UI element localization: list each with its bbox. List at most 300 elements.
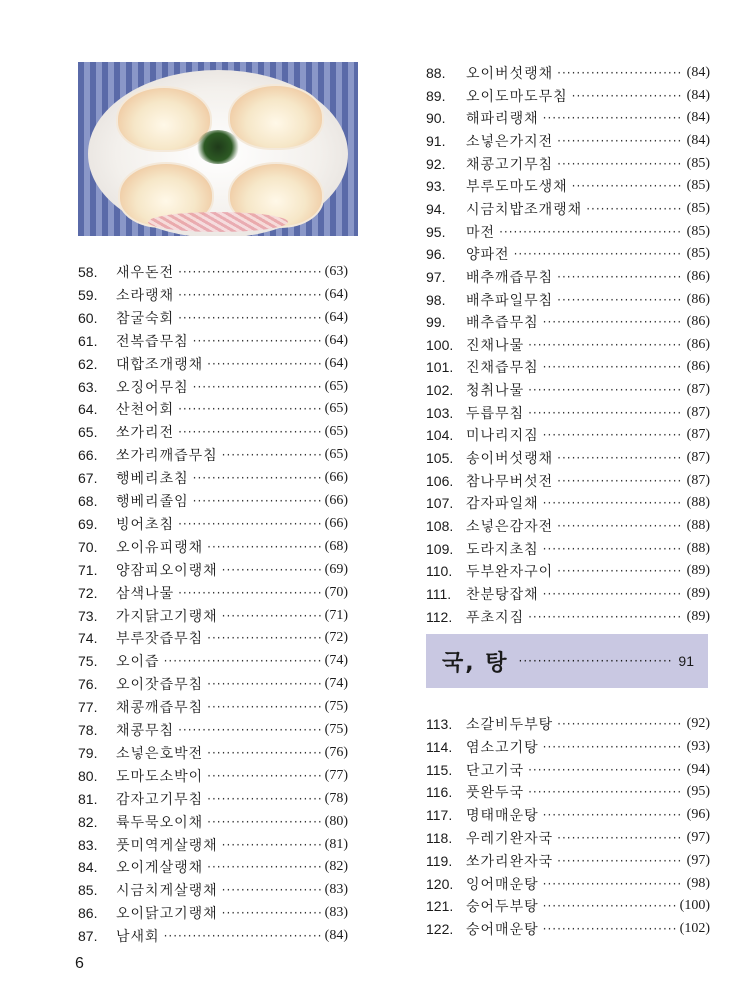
toc-entry [426, 781, 710, 803]
entry-page: (65) [324, 401, 348, 417]
toc-entry [426, 918, 710, 940]
entry-page: (81) [324, 836, 348, 852]
entry-title: 산천어회 [116, 402, 175, 419]
entry-number: 74. [78, 630, 98, 647]
leader-dots [557, 564, 683, 578]
entry-number: 80. [78, 767, 98, 784]
entry-number: 82. [78, 813, 98, 830]
entry-title: 풋미역게살랭채 [116, 837, 218, 854]
leader-dots [207, 792, 321, 806]
entry-number: 76. [78, 676, 98, 693]
toc-entry [78, 834, 348, 856]
entry-page: (76) [324, 744, 348, 760]
entry-title: 배추파일무침 [466, 292, 554, 309]
toc-entry [426, 804, 710, 826]
leader-dots [207, 631, 321, 645]
leader-dots [528, 338, 683, 352]
entry-title: 감자파일채 [466, 496, 539, 513]
entry-page: (85) [686, 178, 710, 194]
entry-page: (85) [686, 200, 710, 216]
leader-dots [557, 717, 683, 731]
toc-entry [426, 560, 710, 582]
entry-number: 117. [426, 807, 453, 824]
entry-title: 미나리지짐 [466, 428, 539, 445]
entry-title: 오이유피랭채 [116, 539, 204, 556]
entry-number: 113. [426, 716, 453, 732]
toc-entry [78, 673, 348, 695]
entry-title: 도라지초침 [466, 541, 539, 558]
entry-number: 107. [426, 495, 454, 512]
toc-entry [426, 379, 710, 401]
entry-page: (98) [686, 875, 710, 891]
entry-page: (68) [324, 538, 348, 554]
entry-number: 78. [78, 722, 98, 738]
entry-number: 92. [426, 155, 446, 172]
entry-number: 119. [426, 852, 453, 869]
toc-entry [78, 811, 348, 833]
entry-title: 찬분탕잡채 [466, 586, 539, 603]
leader-dots [519, 654, 673, 668]
leader-dots [178, 723, 321, 737]
leader-dots [193, 380, 321, 394]
toc-entry [426, 198, 710, 220]
leader-dots [207, 540, 321, 554]
food-photo [78, 62, 358, 236]
entry-number: 121. [426, 898, 454, 915]
entry-title: 숭어매운탕 [466, 922, 539, 939]
leader-dots [222, 906, 321, 920]
leader-dots [557, 451, 683, 465]
entry-number: 102. [426, 382, 454, 399]
entry-number: 65. [78, 424, 98, 441]
entry-title: 배추깨즙무침 [466, 269, 554, 286]
entry-page: (102) [679, 921, 710, 937]
toc-entry [78, 467, 348, 489]
entry-number: 77. [78, 699, 98, 716]
toc-entry [426, 515, 710, 537]
leader-dots [543, 360, 683, 374]
toc-entry [426, 873, 710, 895]
entry-page: (86) [686, 336, 710, 352]
leader-dots [193, 494, 321, 508]
leader-dots [164, 929, 321, 943]
entry-number: 72. [78, 584, 98, 601]
leader-dots [193, 334, 321, 348]
leader-dots [557, 270, 683, 284]
entry-page: (97) [686, 830, 710, 845]
leader-dots [178, 425, 321, 439]
entry-number: 110. [426, 563, 453, 580]
leader-dots [222, 883, 321, 897]
entry-page: (85) [686, 223, 710, 239]
entry-number: 105. [426, 450, 454, 467]
entry-page: (87) [686, 382, 710, 398]
entry-number: 94. [426, 200, 446, 217]
toc-entry [78, 650, 348, 672]
entry-title: 륙두묵오이채 [116, 814, 204, 831]
entry-title: 가지닭고기랭채 [116, 608, 218, 625]
entry-number: 114. [426, 738, 453, 755]
toc-entry [426, 583, 710, 605]
leader-dots [207, 677, 321, 691]
entry-page: (84) [324, 928, 348, 944]
entry-title: 새우돈전 [116, 265, 175, 281]
leader-dots [543, 899, 676, 913]
leader-dots [222, 838, 321, 852]
toc-entry [78, 330, 348, 352]
leader-dots [178, 265, 321, 279]
entry-page: (87) [686, 472, 710, 488]
leader-dots [528, 763, 683, 777]
entry-number: 101. [426, 359, 454, 376]
toc-entry [78, 582, 348, 604]
entry-page: (82) [324, 859, 348, 875]
entry-title: 단고기국 [466, 762, 525, 779]
leader-dots [499, 225, 683, 239]
leader-dots [557, 519, 683, 533]
entry-page: (86) [686, 314, 710, 330]
leader-dots [543, 496, 683, 510]
entry-number: 64. [78, 401, 98, 418]
entry-number: 122. [426, 921, 454, 938]
entry-page: (69) [324, 561, 348, 577]
entry-page: (97) [686, 852, 710, 868]
leader-dots [528, 406, 683, 420]
leader-dots [586, 202, 682, 216]
entry-title: 두릅무침 [466, 405, 525, 422]
toc-entry [78, 879, 348, 901]
entry-page: (64) [324, 286, 348, 302]
toc-entry [78, 536, 348, 558]
toc-entry [426, 221, 710, 243]
leader-dots [178, 402, 321, 416]
entry-page: (88) [686, 495, 710, 511]
entry-page: (94) [686, 761, 710, 777]
toc-entry [78, 742, 348, 764]
entry-title: 마전 [466, 224, 496, 241]
entry-title: 참굴숙회 [116, 310, 175, 327]
leader-dots [543, 877, 683, 891]
entry-page: (64) [324, 332, 348, 348]
leader-dots [557, 474, 683, 488]
entry-title: 부루잣즙무침 [116, 631, 204, 648]
toc-entry [78, 353, 348, 375]
leader-dots [178, 517, 321, 531]
entry-title: 푸초지짐 [466, 609, 525, 626]
entry-page: (74) [324, 676, 348, 692]
leader-dots [514, 247, 683, 261]
entry-title: 배추즙무침 [466, 315, 539, 332]
entry-title: 양파전 [466, 247, 510, 264]
entry-page: (83) [324, 882, 348, 898]
entry-page: (89) [686, 608, 710, 624]
toc-entry [426, 713, 710, 735]
entry-title: 참나무버섯전 [466, 473, 554, 490]
entry-page: (85) [686, 246, 710, 262]
entry-title: 진채즙무침 [466, 360, 539, 377]
entry-page: (89) [686, 563, 710, 579]
entry-number: 90. [426, 110, 446, 127]
entry-number: 75. [78, 653, 98, 670]
entry-number: 67. [78, 470, 98, 487]
entry-number: 81. [78, 790, 98, 807]
toc-entry [426, 827, 710, 849]
entry-page: (100) [679, 898, 710, 914]
entry-page: (92) [686, 716, 710, 731]
entry-title: 오이즙 [116, 654, 160, 671]
entry-title: 쏘가리완자국 [466, 853, 554, 870]
entry-title: 행베리졸임 [116, 494, 189, 510]
entry-number: 68. [78, 493, 98, 509]
leader-dots [557, 157, 683, 171]
leader-dots [193, 471, 321, 485]
entry-title: 우레기완자국 [466, 831, 554, 847]
entry-page: (86) [686, 291, 710, 307]
toc-entry [426, 492, 710, 514]
toc-entry [426, 62, 710, 84]
entry-number: 86. [78, 905, 98, 922]
entry-title: 채콩깨즙무침 [116, 700, 204, 717]
toc-entry [78, 765, 348, 787]
leader-dots [557, 854, 683, 868]
toc-entry [426, 850, 710, 872]
entry-title: 두부완자구이 [466, 564, 554, 581]
entry-number: 85. [78, 882, 98, 899]
entry-number: 89. [426, 87, 446, 104]
entry-title: 빙어초침 [116, 516, 175, 533]
entry-title: 감자고기무침 [116, 791, 204, 808]
entry-page: (66) [324, 493, 348, 508]
entry-number: 98. [426, 291, 446, 308]
toc-entry [78, 444, 348, 466]
entry-title: 소넣은감자전 [466, 519, 554, 535]
leader-dots [164, 654, 321, 668]
entry-number: 106. [426, 472, 454, 489]
toc-entry [426, 153, 710, 175]
entry-page: (85) [686, 155, 710, 171]
entry-page: (74) [324, 653, 348, 669]
leader-dots [528, 383, 683, 397]
entry-title: 송이버섯랭채 [466, 451, 554, 468]
entry-page: (93) [686, 738, 710, 754]
entry-title: 염소고기탕 [466, 739, 539, 756]
entry-page: (86) [686, 359, 710, 375]
entry-number: 112. [426, 608, 453, 625]
entry-title: 잉어매운탕 [466, 876, 539, 893]
leader-dots [557, 293, 683, 307]
entry-title: 해파리랭채 [466, 111, 539, 128]
leader-dots [207, 746, 321, 760]
toc-entry [78, 376, 348, 398]
entry-page: (95) [686, 784, 710, 800]
toc-entry [426, 447, 710, 469]
entry-page: (77) [324, 767, 348, 783]
entry-title: 오이잣즙무침 [116, 677, 204, 694]
entry-page: (80) [324, 813, 348, 829]
toc-entry [426, 289, 710, 311]
entry-title: 소넣은호박전 [116, 745, 204, 762]
toc-entry [78, 261, 348, 283]
section-header [426, 634, 708, 688]
entry-page: (84) [686, 132, 710, 148]
leader-dots [543, 740, 683, 754]
toc-entry [78, 856, 348, 878]
toc-entry [426, 470, 710, 492]
entry-number: 100. [426, 336, 454, 353]
entry-number: 69. [78, 515, 98, 532]
entry-number: 84. [78, 859, 98, 876]
entry-page: (65) [324, 378, 348, 394]
entry-number: 79. [78, 744, 98, 761]
entry-title: 오이도마도무침 [466, 88, 568, 105]
entry-number: 97. [426, 268, 446, 285]
entry-number: 103. [426, 404, 454, 421]
herb-garnish [196, 130, 240, 164]
leader-dots [543, 111, 683, 125]
entry-page: (64) [324, 309, 348, 325]
toc-entry [426, 243, 710, 265]
radish-garnish [148, 212, 288, 232]
entry-number: 62. [78, 355, 98, 372]
toc-entry [426, 759, 710, 781]
entry-page: (87) [686, 427, 710, 443]
leader-dots [543, 542, 683, 556]
leader-dots [178, 288, 321, 302]
leader-dots [207, 357, 321, 371]
entry-page: (84) [686, 110, 710, 126]
entry-page: (66) [324, 515, 348, 531]
entry-page: (65) [324, 424, 348, 440]
entry-number: 116. [426, 784, 453, 801]
toc-entry [78, 788, 348, 810]
section-title: 국, 탕 [442, 650, 509, 676]
leader-dots [557, 831, 683, 845]
entry-page: (65) [324, 447, 348, 463]
leader-dots [572, 179, 683, 193]
entry-title: 오이닭고기랭채 [116, 906, 218, 923]
toc-entry [78, 490, 348, 512]
entry-number: 118. [426, 830, 453, 846]
leader-dots [178, 586, 321, 600]
entry-number: 109. [426, 540, 454, 557]
entry-title: 남새회 [116, 929, 160, 946]
entry-title: 삼색나물 [116, 585, 175, 602]
entry-title: 소라랭채 [116, 287, 175, 304]
entry-title: 양잠피오이랭채 [116, 562, 218, 579]
toc-entry [78, 696, 348, 718]
leader-dots [528, 610, 683, 624]
entry-number: 83. [78, 836, 98, 853]
leader-dots [222, 448, 321, 462]
entry-page: (84) [686, 87, 710, 103]
entry-page: (71) [324, 607, 348, 623]
entry-number: 61. [78, 332, 98, 349]
entry-number: 73. [78, 607, 98, 624]
entry-page: (86) [686, 268, 710, 284]
entry-title: 쏘가리전 [116, 425, 175, 442]
entry-number: 59. [78, 286, 98, 303]
entry-number: 115. [426, 761, 453, 778]
toc-entry [426, 130, 710, 152]
leader-dots [528, 785, 683, 799]
entry-page: (83) [324, 905, 348, 921]
toc-entry [78, 627, 348, 649]
toc-entry [78, 719, 348, 741]
entry-title: 행베리초침 [116, 471, 189, 488]
toc-entry [78, 307, 348, 329]
toc-entry [426, 736, 710, 758]
leader-dots [543, 587, 683, 601]
toc-entry [426, 538, 710, 560]
toc-entry [426, 424, 710, 446]
entry-page: (64) [324, 355, 348, 371]
entry-number: 120. [426, 875, 454, 892]
toc-entry [78, 421, 348, 443]
entry-number: 111. [426, 585, 452, 602]
entry-page: (66) [324, 470, 348, 486]
entry-page: (96) [686, 807, 710, 823]
entry-title: 오이게살랭채 [116, 860, 204, 877]
entry-number: 99. [426, 314, 446, 331]
entry-page: (70) [324, 584, 348, 600]
section-page: 91 [678, 653, 694, 669]
entry-page: (63) [324, 264, 348, 279]
toc-entry [426, 266, 710, 288]
page-number: 6 [75, 955, 84, 972]
leader-dots [572, 89, 683, 103]
entry-page: (88) [686, 540, 710, 556]
leader-dots [557, 66, 683, 80]
entry-page: (84) [686, 65, 710, 80]
leader-dots [207, 700, 321, 714]
entry-page: (87) [686, 450, 710, 466]
entry-number: 91. [426, 132, 446, 149]
leader-dots [543, 428, 683, 442]
leader-dots [207, 815, 321, 829]
leader-dots [207, 769, 321, 783]
toc-entry [426, 895, 710, 917]
entry-number: 60. [78, 309, 98, 326]
entry-title: 대합조개랭채 [116, 356, 204, 373]
toc-entry [426, 107, 710, 129]
toc-entry [78, 284, 348, 306]
toc-entry [426, 334, 710, 356]
entry-number: 58. [78, 264, 98, 280]
entry-title: 청취나물 [466, 383, 525, 400]
entry-title: 도마도소박이 [116, 768, 204, 785]
entry-number: 66. [78, 447, 98, 464]
leader-dots [543, 922, 676, 936]
entry-title: 명태매운탕 [466, 808, 539, 825]
leader-dots [557, 134, 683, 148]
entry-page: (89) [686, 585, 710, 601]
entry-number: 95. [426, 223, 446, 240]
toc-entry [78, 559, 348, 581]
leader-dots [207, 860, 321, 874]
entry-page: (87) [686, 404, 710, 420]
leader-dots [222, 609, 321, 623]
entry-number: 104. [426, 427, 454, 444]
toc-entry [78, 398, 348, 420]
entry-title: 전복즙무침 [116, 333, 189, 350]
entry-number: 108. [426, 518, 454, 534]
toc-entry [78, 513, 348, 535]
entry-title: 풋완두국 [466, 785, 525, 802]
entry-page: (88) [686, 518, 710, 533]
entry-number: 96. [426, 246, 446, 263]
entry-title: 오징어무침 [116, 379, 189, 396]
toc-entry [426, 175, 710, 197]
